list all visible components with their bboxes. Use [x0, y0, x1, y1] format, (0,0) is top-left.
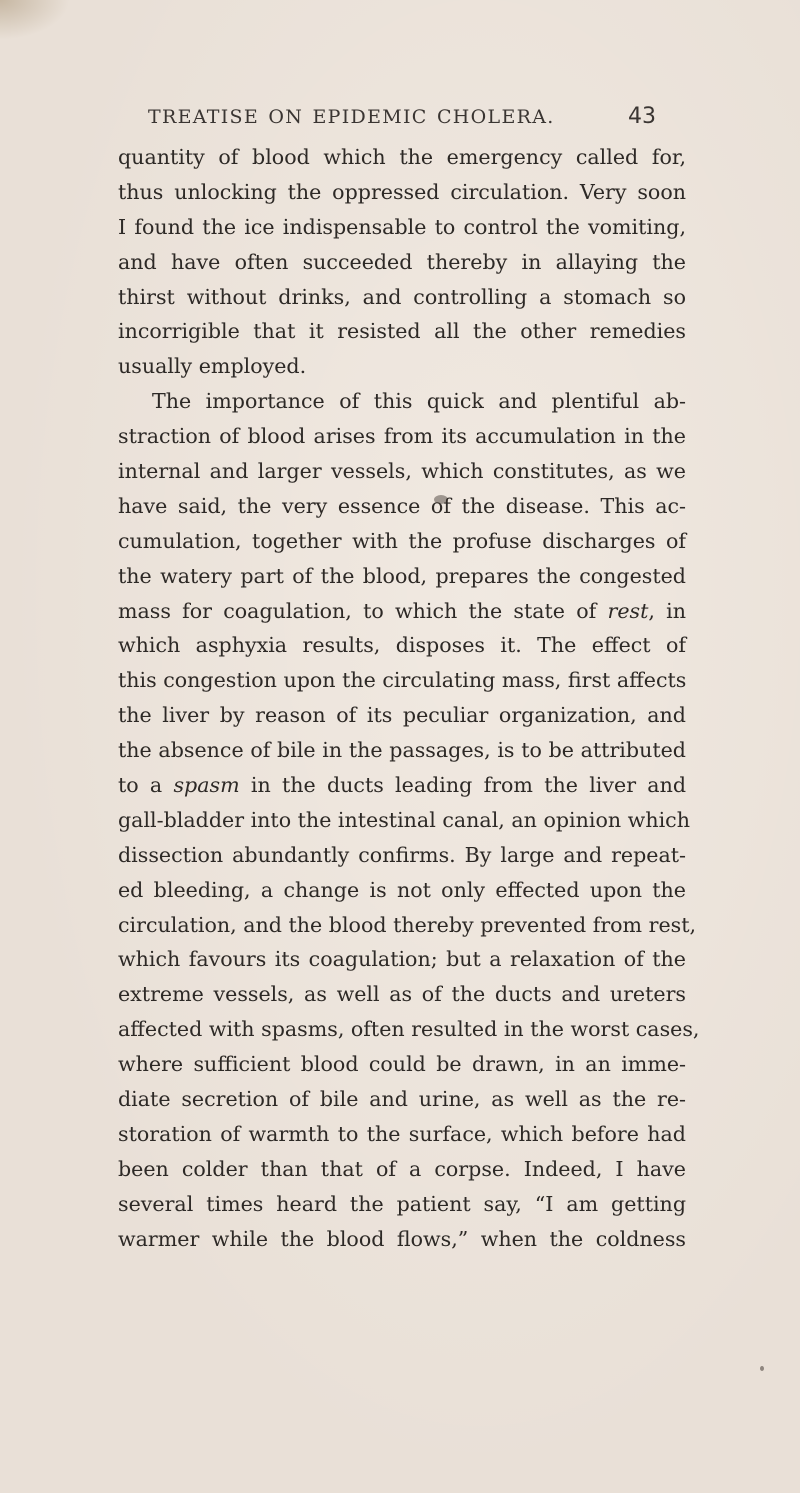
body-text — [118, 140, 700, 1257]
text-line: gall-bladder into the intestinal canal, an opinion which — [118, 807, 690, 832]
paragraph-first-line: The importance of this quick and plentiful ab- — [152, 389, 686, 414]
text-line: incorrigible that it resisted all the other remedies — [118, 319, 686, 344]
text-line: which favours its coagulation; but a relaxation of the — [118, 947, 686, 972]
text-line: which asphyxia results, disposes it. The effect of — [118, 633, 686, 658]
text-line: the watery part of the blood, prepares the congested — [118, 563, 686, 588]
page-number: 43 — [628, 104, 656, 129]
text-line: I found the ice indispensable to control the vomiting, — [118, 214, 686, 239]
text-line: straction of blood arises from its accumulation in the — [118, 424, 686, 449]
text-line: cumulation, together with the profuse discharges of — [118, 528, 686, 553]
text-line: and have often succeeded thereby in allaying the — [118, 249, 686, 274]
text-line: this congestion upon the circulating mass, first affects — [118, 668, 687, 693]
text-line: thirst without drinks, and controlling a stomach so — [118, 284, 686, 309]
text-line: diate secretion of bile and urine, as well as the re- — [118, 1087, 686, 1112]
text-segment: , in — [648, 598, 686, 623]
text-line-with-italic — [118, 768, 686, 803]
running-head: TREATISE ON EPIDEMIC CHOLERA. — [148, 106, 555, 128]
page-stain — [0, 0, 70, 40]
text-segment: mass for coagulation, to which the state of — [118, 598, 597, 623]
ink-speck — [760, 1366, 764, 1371]
text-line: several times heard the patient say, “I am getting — [118, 1191, 686, 1216]
italic-word: rest — [607, 598, 649, 623]
text-line: dissection abundantly confirms. By large and repeat- — [118, 842, 686, 867]
text-segment: in the ducts leading from the liver and — [239, 773, 687, 798]
text-line: storation of warmth to the surface, which before had — [118, 1121, 686, 1146]
text-line: affected with spasms, often resulted in the worst cases, — [118, 1017, 700, 1042]
text-line: thus unlocking the oppressed circulation. Very soon — [118, 179, 686, 204]
text-line: circulation, and the blood thereby prevented from rest, — [118, 912, 697, 937]
text-line: usually employed. — [118, 354, 307, 379]
text-line-with-italic — [118, 594, 686, 629]
italic-word: spasm — [173, 773, 240, 798]
text-line: where sufficient blood could be drawn, in an imme- — [118, 1052, 686, 1077]
text-line: the absence of bile in the passages, is to be attributed — [118, 738, 686, 763]
text-line: internal and larger vessels, which constitutes, as we — [118, 459, 686, 484]
text-line: ed bleeding, a change is not only effected upon the — [118, 877, 686, 902]
page-header — [148, 106, 656, 136]
text-line: warmer while the blood flows,” when the coldness — [118, 1226, 686, 1251]
text-line: have said, the very essence of the disease. This ac- — [118, 493, 686, 518]
text-line: the liver by reason of its peculiar organization, and — [118, 703, 686, 728]
text-line: been colder than that of a corpse. Indeed, I have — [118, 1156, 686, 1181]
text-line: extreme vessels, as well as of the ducts and ureters — [118, 982, 686, 1007]
text-line: quantity of blood which the emergency called for, — [118, 145, 686, 169]
text-segment: to a — [118, 773, 163, 798]
ink-smudge — [434, 495, 448, 504]
